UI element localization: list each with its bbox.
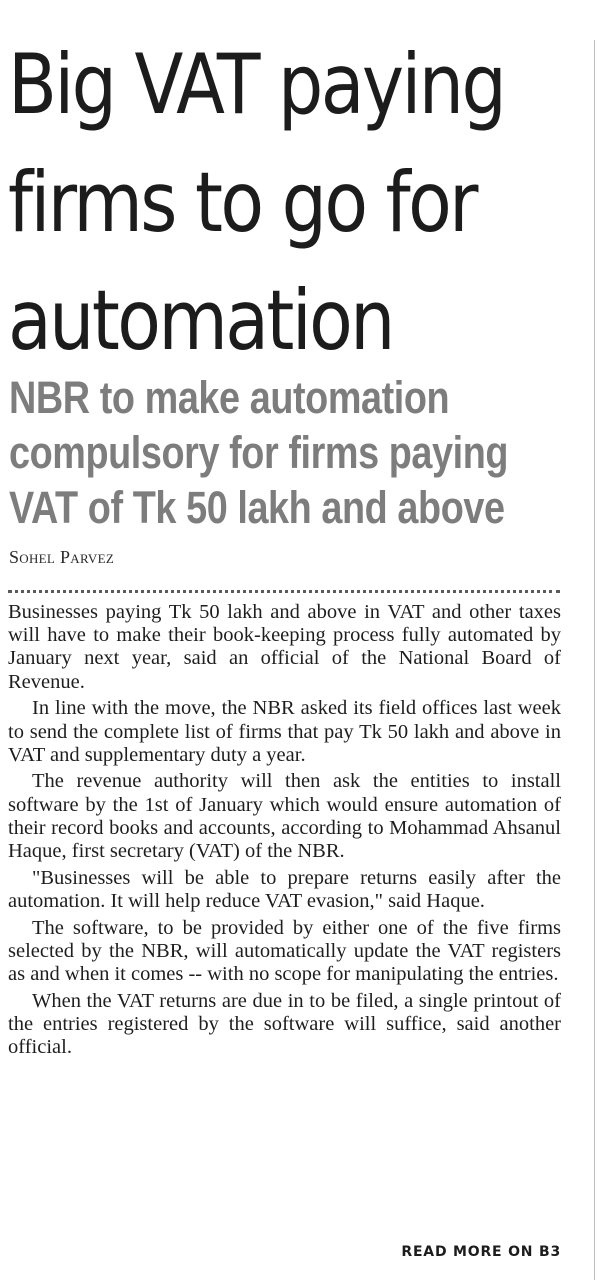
byline: Sohel Parvez [9,547,115,567]
read-more-link[interactable]: READ MORE ON B3 [401,1244,561,1260]
subheadline-line: VAT of Tk 50 lakh and above [9,482,505,533]
article-paragraph: Businesses paying Tk 50 lakh and above in VAT and other taxes will have to make their book-keeping process fully automated by January next year, said an official of the National Board of Revenue. [8,601,561,693]
headline-line: Big VAT paying [8,36,505,133]
article-paragraph: "Businesses will be able to prepare returns easily after the automation. It will help reduce VAT evasion," said Haque. [8,866,561,912]
article-paragraph: In line with the move, the NBR asked its field offices last week to send the complete list of firms that pay Tk 50 lakh and above in VAT and supplementary duty a year. [8,697,561,766]
column-rule [594,40,595,1280]
headline-line: automation [8,272,393,369]
article-paragraph: The software, to be provided by either one of the five firms selected by the NBR, will automatically update the VAT registers as and when it comes -- with no scope for manipulating the entries. [8,916,561,986]
article-body [8,601,561,1063]
headline [8,26,511,380]
subheadline [9,370,509,535]
article-paragraph: The revenue authority will then ask the entities to install software by the 1st of January which would ensure automation of their record books and accounts, according to Mohammad Ahsanul Haque, first secretary (VAT) of the NBR. [8,770,561,863]
subheadline-line: NBR to make automation [9,372,450,423]
article-paragraph: When the VAT returns are due in to be filed, a single printout of the entries registered by the software will suffice, said another official. [8,989,561,1059]
subheadline-line: compulsory for firms paying [9,427,509,478]
dotted-separator [8,590,560,593]
headline-line: firms to go for [8,154,476,251]
